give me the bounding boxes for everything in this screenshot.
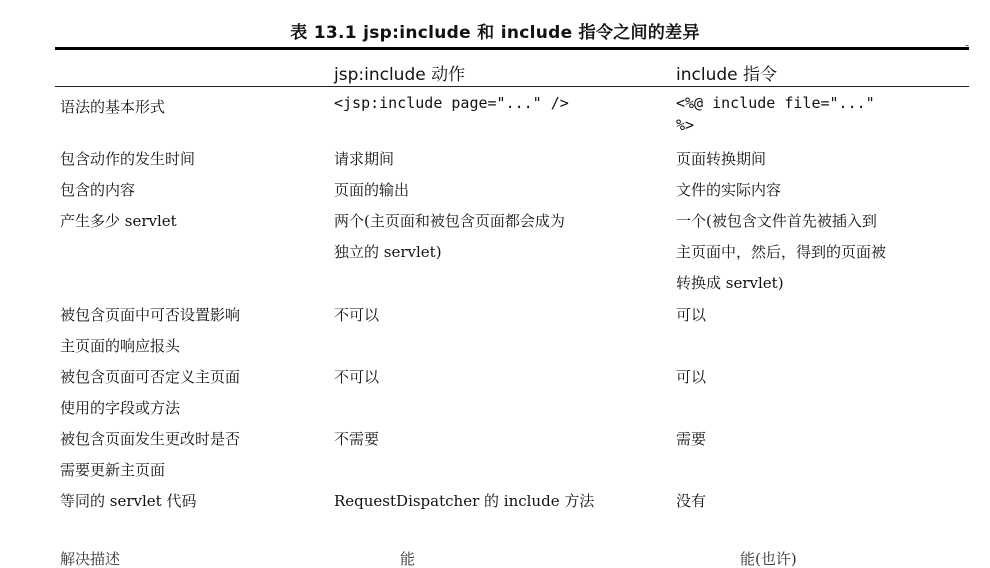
- table-cell-c1: [60, 144, 326, 175]
- table-cell-c3: [676, 486, 966, 517]
- cell-line: 使用的字段或方法: [60, 399, 181, 417]
- table-cell-c3: [676, 206, 966, 299]
- table-cell-c3: [676, 300, 966, 331]
- cell-line: 独立的 servlet): [334, 243, 442, 261]
- cell-line: 不可以: [334, 306, 380, 324]
- cutoff-cell-3: 能(也许): [740, 550, 797, 568]
- table-caption: 表 13.1 jsp:include 和 include 指令之间的差异: [290, 23, 700, 43]
- table-cell-c2: [334, 486, 668, 517]
- table-cell-c3: [676, 424, 966, 455]
- cell-line: 页面转换期间: [676, 150, 767, 168]
- cell-line: 主页面的响应报头: [60, 337, 181, 355]
- cell-line: 不需要: [334, 430, 380, 448]
- cell-line: 可以: [676, 368, 707, 386]
- header-jsp-include: jsp:include 动作: [334, 65, 466, 85]
- table-cell-c2: [334, 175, 668, 206]
- cell-line: %>: [676, 116, 695, 134]
- table-cell-c1: [60, 486, 326, 517]
- table-cell-c2: [334, 92, 668, 114]
- margin-mark: -: [965, 38, 970, 52]
- header-rule: [55, 86, 969, 87]
- table-cell-c1: [60, 92, 326, 123]
- table-cell-c3: [676, 362, 966, 393]
- cell-line: 语法的基本形式: [60, 98, 166, 116]
- cell-line: 产生多少 servlet: [60, 212, 177, 230]
- cell-line: 被包含页面可否定义主页面: [60, 368, 241, 386]
- cell-line: 可以: [676, 306, 707, 324]
- cutoff-row: [0, 548, 990, 568]
- cell-line: 两个(主页面和被包含页面都会成为: [334, 212, 565, 230]
- cell-line: 被包含页面发生更改时是否: [60, 430, 241, 448]
- cutoff-cell-2: 能: [400, 550, 416, 568]
- cell-line: 不可以: [334, 368, 380, 386]
- cell-line: 转换成 servlet): [676, 274, 784, 292]
- cell-line: 等同的 servlet 代码: [60, 492, 197, 510]
- cell-line: 请求期间: [334, 150, 395, 168]
- cell-line: 需要: [676, 430, 707, 448]
- table-cell-c2: [334, 362, 668, 393]
- table-cell-c2: [334, 300, 668, 331]
- cell-line: <%@ include file="...": [676, 94, 875, 112]
- table-cell-c2: [334, 144, 668, 175]
- cell-line: 一个(被包含文件首先被插入到: [676, 212, 877, 230]
- cell-line: RequestDispatcher 的 include 方法: [334, 492, 595, 510]
- table-cell-c1: [60, 362, 326, 424]
- table-cell-c1: [60, 206, 326, 237]
- cell-line: 包含的内容: [60, 181, 136, 199]
- table-top-rule: [55, 47, 969, 50]
- cell-line: 文件的实际内容: [676, 181, 782, 199]
- cell-line: <jsp:include page="..." />: [334, 94, 569, 112]
- table-cell-c3: [676, 92, 966, 136]
- table-cell-c2: [334, 424, 668, 455]
- table-cell-c1: [60, 424, 326, 486]
- cell-line: 需要更新主页面: [60, 461, 166, 479]
- table-cell-c1: [60, 175, 326, 206]
- table-cell-c3: [676, 144, 966, 175]
- table-cell-c3: [676, 175, 966, 206]
- cell-line: 主页面中，然后，得到的页面被: [676, 243, 887, 261]
- table-cell-c2: [334, 206, 668, 268]
- cell-line: 没有: [676, 492, 707, 510]
- cell-line: 包含动作的发生时间: [60, 150, 196, 168]
- table-cell-c1: [60, 300, 326, 362]
- cell-line: 页面的输出: [334, 181, 410, 199]
- cutoff-cell-1: 解决描述: [60, 550, 121, 568]
- cell-line: 被包含页面中可否设置影响: [60, 306, 241, 324]
- header-include-directive: include 指令: [676, 65, 777, 85]
